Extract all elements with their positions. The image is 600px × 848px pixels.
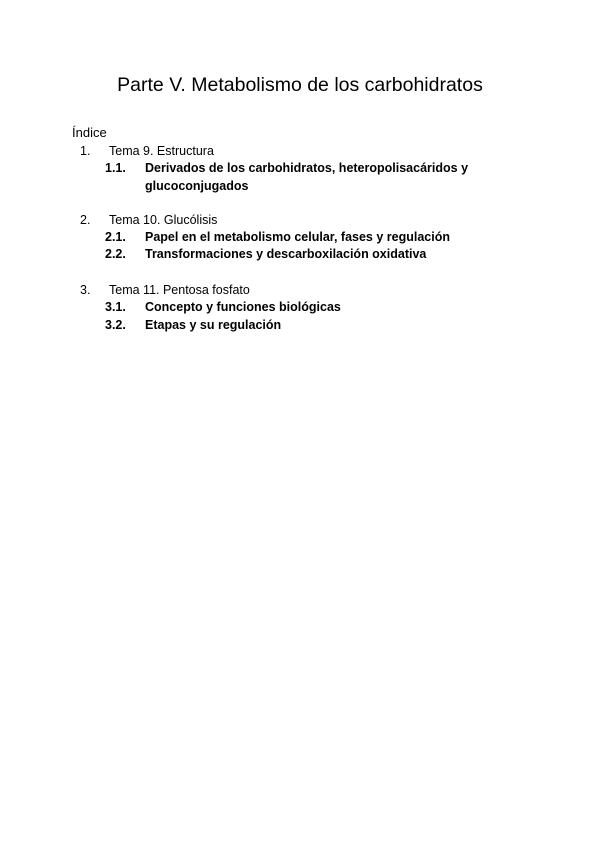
item-label-continuation: glucoconjugados xyxy=(145,179,249,193)
section-number: 1. xyxy=(80,144,91,158)
section-label: Tema 9. Estructura xyxy=(109,144,214,158)
item-number: 2.2. xyxy=(105,247,126,261)
item-number: 3.1. xyxy=(105,300,126,314)
item-label: Derivados de los carbohidratos, heteropolisacáridos y xyxy=(145,161,469,175)
item-label: Transformaciones y descarboxilación oxidativa xyxy=(145,247,427,261)
item-number: 1.1. xyxy=(105,161,126,175)
section-number: 3. xyxy=(80,283,91,297)
section-number: 2. xyxy=(80,213,91,227)
item-label: Etapas y su regulación xyxy=(145,318,282,332)
section-label: Tema 10. Glucólisis xyxy=(109,213,218,227)
section-label: Tema 11. Pentosa fosfato xyxy=(109,283,250,297)
item-label: Concepto y funciones biológicas xyxy=(145,300,341,314)
item-number: 3.2. xyxy=(105,318,126,332)
item-number: 2.1. xyxy=(105,230,126,244)
index-heading: Índice xyxy=(72,125,107,140)
item-label: Papel en el metabolismo celular, fases y regulación xyxy=(145,230,450,244)
page-title: Parte V. Metabolismo de los carbohidratos xyxy=(117,74,483,96)
